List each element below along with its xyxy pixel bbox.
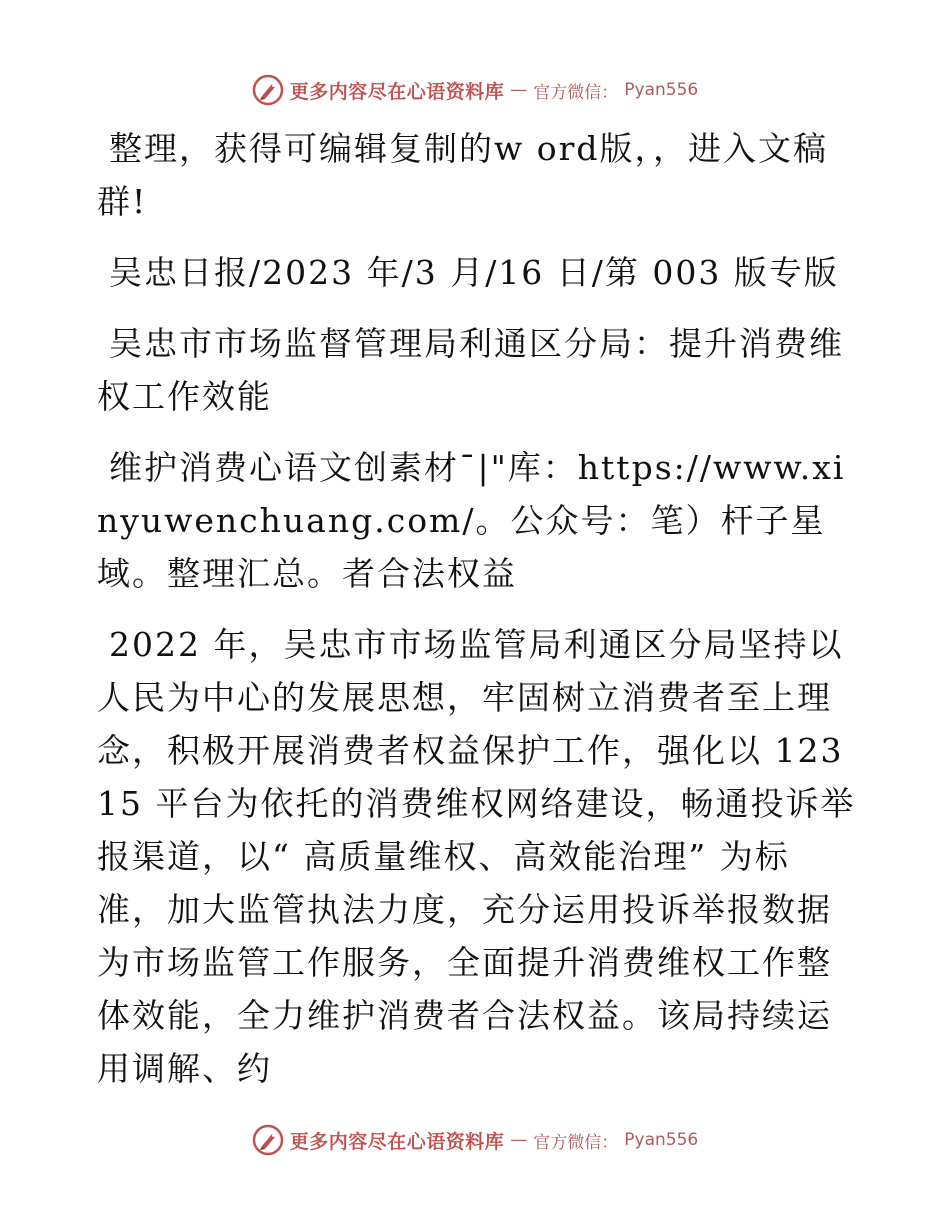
body-paragraph: 2022 年，吴忠市市场监管局利通区分局坚持以人民为中心的发展思想，牢固树立消费者至上理念，积极开展消费者权益保护工作，强化以 12315 平台为依托的消费维权网络建设，畅通投诉举报渠道，以“ 高质量维权、高效能治理” 为标准，加大监管执法力度，充分运用投诉举报数据为市场监管工作服务，全面提升消费维权工作整体效能，全力维护消费者合法权益。该局持续运用调解、约 [97, 625, 856, 1088]
header-separator: — [510, 80, 528, 100]
header-brand-text: 更多内容尽在心语资料库 [289, 80, 505, 103]
article-body [97, 122, 857, 1113]
subtitle-paragraph: 维护消费心语文创素材¯|"库：https://www.xinyuwenchuang.com/。公众号：笔）杆子星域。整理汇总。者合法权益 [97, 448, 846, 593]
footer-brand-text: 更多内容尽在心语资料库 [289, 1130, 505, 1153]
footer-separator: — [510, 1130, 528, 1150]
footer-wechat-id: Pyan556 [624, 1130, 699, 1150]
source-line: 吴忠日报/2023 年/3 月/16 日/第 003 版专版 [109, 253, 839, 292]
header-banner [0, 70, 950, 110]
article-title: 吴忠市市场监督管理局利通区分局：提升消费维权工作效能 [97, 324, 844, 416]
footer-banner [0, 1120, 950, 1160]
pen-nib-logo-icon [252, 74, 284, 106]
intro-paragraph: 整理，获得可编辑复制的w ord版，，进入文稿群! [97, 129, 829, 221]
footer-wechat-label: 官方微信： [533, 1132, 619, 1153]
header-wechat-id: Pyan556 [624, 80, 699, 100]
header-wechat-label: 官方微信： [533, 82, 619, 103]
pen-nib-logo-icon [252, 1124, 284, 1156]
